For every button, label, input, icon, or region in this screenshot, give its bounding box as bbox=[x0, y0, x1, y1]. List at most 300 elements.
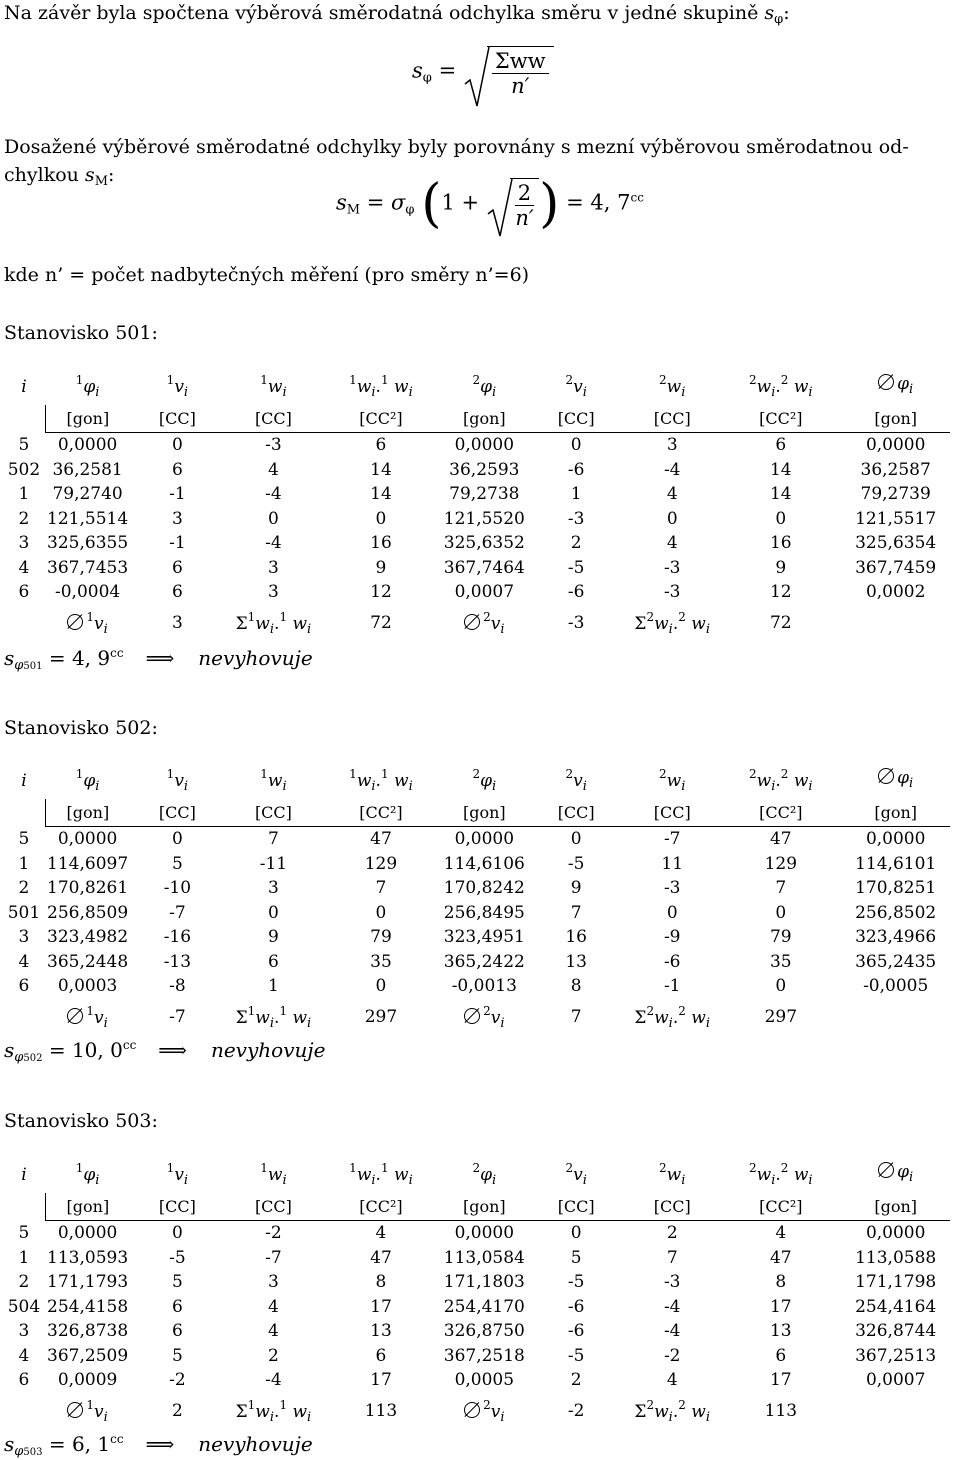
cell-col-ww1: 13 bbox=[370, 1321, 392, 1342]
cell-col-v2: -5 bbox=[567, 557, 585, 578]
cell-col-phi-mean: 79,2739 bbox=[860, 484, 931, 505]
sum-col-phi-mean bbox=[841, 605, 950, 642]
unit-col-phi2: [gon] bbox=[440, 405, 528, 433]
header-col-phi-mean: $\varphi_i$ bbox=[841, 762, 950, 799]
header-col-phi-mean: $\varphi_i$ bbox=[841, 368, 950, 405]
cell-col-ww1: 79 bbox=[370, 927, 392, 948]
cell-col-ww1: 47 bbox=[370, 829, 392, 850]
sum-col-w2: $\Sigma^2w_i.^2$ $w_i$ bbox=[634, 609, 711, 637]
cell-col-i: 502 bbox=[7, 459, 41, 480]
cell-col-i: 3 bbox=[18, 533, 30, 554]
cell-col-phi-mean: 171,1798 bbox=[855, 1272, 937, 1293]
table-row bbox=[2, 950, 950, 975]
table-row bbox=[2, 1246, 950, 1271]
cell-col-phi1: 323,4982 bbox=[47, 927, 129, 948]
cell-col-phi1: 170,8261 bbox=[47, 878, 129, 899]
cell-col-v2: 2 bbox=[570, 533, 582, 554]
cell-col-ww1: 8 bbox=[375, 1272, 387, 1293]
unit-col-ww2: [CC²] bbox=[720, 405, 841, 433]
cell-col-w1: 4 bbox=[268, 459, 279, 480]
cell-col-ww1: 17 bbox=[370, 1296, 392, 1317]
cell-col-v1: -10 bbox=[163, 878, 192, 899]
cell-col-w1: 0 bbox=[268, 902, 279, 923]
cell-col-ww2: 17 bbox=[769, 1296, 792, 1317]
cell-col-phi-mean: 114,6101 bbox=[855, 853, 937, 874]
table-row bbox=[2, 974, 950, 999]
cell-col-v1: 5 bbox=[171, 853, 183, 874]
cell-col-i: 501 bbox=[7, 902, 41, 923]
sum-col-v1: -7 bbox=[169, 1007, 186, 1027]
unit-col-v2: [CC] bbox=[528, 405, 624, 433]
cell-col-w2: 7 bbox=[666, 1247, 678, 1268]
cell-col-phi-mean: -0,0005 bbox=[863, 976, 929, 997]
table-row bbox=[2, 1344, 950, 1369]
header-col-phi1: $^1\varphi_i$ bbox=[75, 1161, 100, 1188]
sum-col-v1: 2 bbox=[171, 1401, 183, 1421]
sum-col-w2: $\Sigma^2w_i.^2$ $w_i$ bbox=[634, 1003, 711, 1031]
cell-col-phi-mean: 325,6354 bbox=[855, 533, 937, 554]
cell-col-phi-mean: 0,0000 bbox=[865, 1223, 926, 1244]
cell-col-phi-mean: 170,8251 bbox=[855, 878, 937, 899]
header-col-i: i bbox=[21, 376, 27, 397]
cell-col-ww1: 7 bbox=[375, 878, 387, 899]
cell-col-ww1: 17 bbox=[370, 1370, 392, 1391]
header-col-v1: $^1v_i$ bbox=[166, 373, 189, 400]
cell-col-phi2: 254,4170 bbox=[443, 1296, 525, 1317]
cell-col-phi1: 0,0003 bbox=[57, 976, 118, 997]
cell-col-phi1: 121,5514 bbox=[47, 508, 129, 529]
sum-row bbox=[2, 1393, 950, 1430]
table-row bbox=[2, 901, 950, 926]
sum-col-phi2: $^2v_i$ bbox=[440, 999, 528, 1036]
cell-col-v2: -3 bbox=[567, 508, 585, 529]
unit-col-v2: [CC] bbox=[528, 799, 624, 827]
cell-col-i: 4 bbox=[18, 557, 30, 578]
cell-col-v2: 8 bbox=[570, 976, 582, 997]
cell-col-ww2: 35 bbox=[769, 951, 792, 972]
cell-col-phi2: 0,0000 bbox=[454, 1223, 515, 1244]
unit-col-i bbox=[2, 1193, 46, 1221]
table-row bbox=[2, 827, 950, 852]
sum-row bbox=[2, 999, 950, 1036]
cell-col-ww2: 14 bbox=[769, 484, 792, 505]
cell-col-i: 504 bbox=[7, 1296, 41, 1317]
cell-col-v2: -6 bbox=[567, 459, 585, 480]
unit-col-phi-mean: [gon] bbox=[841, 405, 950, 433]
result-value: = 4, 9 bbox=[42, 646, 111, 670]
implies-arrow: ⟹ bbox=[145, 646, 175, 670]
cell-col-ww1: 14 bbox=[370, 459, 392, 480]
table-row bbox=[2, 482, 950, 507]
cell-col-i: 5 bbox=[18, 1223, 30, 1243]
intro-line-3: kde n’ = počet nadbytečných měření (pro směry n’=6) bbox=[4, 264, 530, 286]
cell-col-v1: -7 bbox=[169, 902, 186, 923]
cell-col-w2: 4 bbox=[666, 484, 678, 505]
intro-line-1: Na závěr byla spočtena výběrová směrodatná odchylka směru v jedné skupině $s_\varphi$: bbox=[4, 2, 790, 27]
unit-col-w1: [CC] bbox=[225, 1193, 321, 1221]
sum-col-phi2: $^2v_i$ bbox=[440, 1393, 528, 1430]
cell-col-phi1: 0,0009 bbox=[57, 1370, 118, 1391]
sum-col-phi2: $^2v_i$ bbox=[440, 605, 528, 642]
cell-col-w1: -4 bbox=[265, 533, 282, 554]
cell-col-phi1: 79,2740 bbox=[52, 484, 123, 505]
cell-col-i: 2 bbox=[18, 508, 30, 529]
cell-col-v2: -5 bbox=[567, 1272, 585, 1293]
cell-col-phi1: 0,0000 bbox=[57, 1223, 118, 1244]
cell-col-i: 1 bbox=[18, 484, 30, 505]
result-verdict: nevyhovuje bbox=[198, 1432, 313, 1456]
sum-col-phi1: $^1v_i$ bbox=[46, 1393, 130, 1430]
cell-col-v2: 16 bbox=[565, 927, 587, 948]
cell-col-v2: -6 bbox=[567, 582, 585, 603]
cell-col-phi2: 367,2518 bbox=[443, 1345, 525, 1366]
cell-col-v2: 0 bbox=[570, 435, 582, 456]
header-col-v1: $^1v_i$ bbox=[166, 767, 189, 794]
cell-col-w2: -4 bbox=[663, 1296, 681, 1317]
cell-col-phi2: 0,0005 bbox=[454, 1370, 515, 1391]
result-verdict: nevyhovuje bbox=[210, 1038, 326, 1062]
cell-col-w2: -3 bbox=[663, 557, 681, 578]
unit-col-phi1: [gon] bbox=[46, 799, 130, 827]
result-verdict: nevyhovuje bbox=[198, 646, 313, 670]
cell-col-w1: 3 bbox=[268, 557, 279, 578]
cell-col-phi-mean: 0,0002 bbox=[865, 582, 926, 603]
sum-col-ww2: 72 bbox=[769, 613, 792, 633]
cell-col-v2: 7 bbox=[570, 902, 582, 923]
sum-col-i bbox=[2, 1393, 46, 1430]
table-row bbox=[2, 507, 950, 532]
cell-col-ww2: 14 bbox=[769, 459, 792, 480]
header-col-phi2: $^2\varphi_i$ bbox=[472, 373, 497, 400]
sum-col-ww1: 113 bbox=[364, 1401, 398, 1421]
cell-col-w2: -3 bbox=[663, 582, 681, 603]
cell-col-w1: 6 bbox=[268, 951, 279, 972]
sum-col-phi-mean bbox=[841, 999, 950, 1036]
cell-col-w1: 3 bbox=[268, 878, 279, 899]
table-row bbox=[2, 531, 950, 556]
sum-col-v2: 7 bbox=[570, 1007, 582, 1027]
cell-col-v2: 1 bbox=[570, 484, 582, 505]
intro-line-2b: chylkou $s_M$: bbox=[4, 164, 115, 189]
cell-col-w2: 0 bbox=[666, 508, 678, 529]
sum-col-v2: -3 bbox=[567, 613, 585, 633]
cell-col-ww2: 13 bbox=[769, 1321, 792, 1342]
header-col-ww2: $^2w_i.^2$ $w_i$ bbox=[749, 767, 813, 794]
cell-col-ww2: 129 bbox=[764, 853, 798, 874]
cell-col-w1: 7 bbox=[268, 829, 279, 850]
header-col-w1: $^1w_i$ bbox=[260, 373, 287, 400]
cell-col-w2: 3 bbox=[666, 435, 678, 456]
header-col-w2: $^2w_i$ bbox=[659, 1161, 686, 1188]
cell-col-phi1: -0,0004 bbox=[54, 582, 121, 603]
sum-col-ww2: 113 bbox=[764, 1401, 798, 1421]
cell-col-ww2: 47 bbox=[769, 1247, 792, 1268]
table-row bbox=[2, 556, 950, 581]
table-row bbox=[2, 852, 950, 877]
header-col-i: i bbox=[21, 1164, 27, 1185]
header-col-w2: $^2w_i$ bbox=[659, 373, 686, 400]
header-col-phi1: $^1\varphi_i$ bbox=[75, 373, 100, 400]
unit-col-ww1: [CC²] bbox=[321, 1193, 440, 1221]
cell-col-phi-mean: 0,0000 bbox=[865, 435, 926, 456]
cell-col-ww1: 6 bbox=[375, 1345, 387, 1366]
cell-col-w2: -7 bbox=[663, 829, 681, 850]
unit-col-v2: [CC] bbox=[528, 1193, 624, 1221]
cell-col-phi1: 254,4158 bbox=[47, 1296, 129, 1317]
cell-col-w1: 4 bbox=[268, 1321, 279, 1342]
cell-col-i: 5 bbox=[18, 829, 30, 849]
cell-col-v1: 6 bbox=[171, 1296, 183, 1317]
sum-col-ww2: 297 bbox=[764, 1007, 798, 1027]
cell-col-i: 3 bbox=[18, 927, 30, 948]
sum-col-ww1: 297 bbox=[364, 1007, 398, 1027]
cell-col-ww2: 79 bbox=[769, 927, 792, 948]
sum-col-phi1: $^1v_i$ bbox=[46, 605, 130, 642]
header-col-ww1: $^1w_i.^1$ $w_i$ bbox=[349, 373, 413, 400]
intro-line-2a: Dosažené výběrové směrodatné odchylky byly porovnány s mezní výběrovou směrodatnou od- bbox=[4, 136, 909, 158]
cell-col-ww2: 0 bbox=[775, 508, 787, 529]
cell-col-phi2: 323,4951 bbox=[443, 927, 525, 948]
cell-col-phi2: 170,8242 bbox=[443, 878, 525, 899]
unit-col-ww2: [CC²] bbox=[720, 1193, 841, 1221]
cell-col-v2: -5 bbox=[567, 1345, 585, 1366]
cell-col-v1: -5 bbox=[169, 1247, 186, 1268]
table-row bbox=[2, 1221, 950, 1246]
sum-col-v1: 3 bbox=[171, 613, 183, 633]
cell-col-i: 4 bbox=[18, 951, 30, 972]
header-col-v2: $^2v_i$ bbox=[565, 1161, 587, 1188]
cell-col-i: 6 bbox=[18, 1370, 30, 1391]
formula-s-m: $s_M = \sigma_\varphi$ (1 + $\frac{2}{n'}$ ) = 4, $7^{cc}$ bbox=[336, 174, 644, 234]
cell-col-v2: -6 bbox=[567, 1296, 585, 1317]
cell-col-phi-mean: 367,7459 bbox=[855, 557, 937, 578]
header-col-v2: $^2v_i$ bbox=[565, 767, 587, 794]
cell-col-ww2: 8 bbox=[775, 1272, 787, 1293]
header-col-ww2: $^2w_i.^2$ $w_i$ bbox=[749, 373, 813, 400]
cell-col-ww2: 12 bbox=[769, 582, 792, 603]
cell-col-w1: 9 bbox=[268, 927, 279, 948]
sum-col-v2: -2 bbox=[567, 1401, 585, 1421]
cell-col-phi1: 367,7453 bbox=[47, 557, 129, 578]
cell-col-v1: 6 bbox=[171, 582, 183, 603]
cell-col-v1: 6 bbox=[171, 1321, 183, 1342]
sum-row bbox=[2, 605, 950, 642]
header-col-ww1: $^1w_i.^1$ $w_i$ bbox=[349, 767, 413, 794]
cell-col-ww1: 47 bbox=[370, 1247, 392, 1268]
cell-col-phi-mean: 323,4966 bbox=[855, 927, 937, 948]
sqrt-sign: $\frac{\text{Σww}}{n'}$ bbox=[463, 46, 554, 98]
sum-col-phi-mean bbox=[841, 1393, 950, 1430]
sum-col-i bbox=[2, 605, 46, 642]
sum-col-w1: $\Sigma^1w_i.^1$ $w_i$ bbox=[235, 1003, 312, 1031]
result-503: $s_{\varphi 503} = 6$, $1^{cc}$ ⟹ nevyhovuje bbox=[4, 1432, 313, 1459]
sum-col-i bbox=[2, 999, 46, 1036]
cell-col-v2: 0 bbox=[570, 829, 582, 850]
cell-col-w1: 2 bbox=[268, 1345, 279, 1366]
cell-col-i: 1 bbox=[18, 853, 30, 874]
unit-col-i bbox=[2, 799, 46, 827]
cell-col-w2: -4 bbox=[663, 459, 681, 480]
cell-col-v1: 0 bbox=[171, 829, 183, 850]
cell-col-phi2: 326,8750 bbox=[443, 1321, 525, 1342]
table-row bbox=[2, 1368, 950, 1393]
cell-col-phi2: 325,6352 bbox=[443, 533, 525, 554]
cell-col-phi1: 171,1793 bbox=[47, 1272, 129, 1293]
cell-col-v2: -6 bbox=[567, 1321, 585, 1342]
cell-col-w1: -2 bbox=[265, 1223, 282, 1244]
sum-col-phi1: $^1v_i$ bbox=[46, 999, 130, 1036]
cell-col-ww1: 0 bbox=[375, 508, 387, 529]
result-value: = 6, 1 bbox=[42, 1432, 111, 1456]
cell-col-w2: -2 bbox=[663, 1345, 681, 1366]
sum-col-w1: $\Sigma^1w_i.^1$ $w_i$ bbox=[235, 1397, 312, 1425]
cell-col-phi1: 36,2581 bbox=[52, 459, 123, 480]
cell-col-i: 6 bbox=[18, 582, 30, 603]
cell-col-ww1: 0 bbox=[375, 976, 387, 997]
header-col-i: i bbox=[21, 770, 27, 791]
cell-col-phi-mean: 113,0588 bbox=[855, 1247, 937, 1268]
unit-col-phi-mean: [gon] bbox=[841, 799, 950, 827]
cell-col-v1: -2 bbox=[169, 1370, 186, 1391]
header-col-ww1: $^1w_i.^1$ $w_i$ bbox=[349, 1161, 413, 1188]
result-501: $s_{\varphi 501} = 4$, $9^{cc}$ ⟹ nevyhovuje bbox=[4, 646, 313, 673]
cell-col-phi1: 0,0000 bbox=[57, 829, 118, 850]
header-col-phi2: $^2\varphi_i$ bbox=[472, 1161, 497, 1188]
cell-col-v2: 9 bbox=[570, 878, 582, 899]
cell-col-i: 2 bbox=[18, 1272, 30, 1293]
cell-col-phi2: 0,0000 bbox=[454, 829, 515, 850]
table-station-501 bbox=[2, 368, 950, 642]
cell-col-ww2: 17 bbox=[769, 1370, 792, 1391]
cell-col-phi1: 325,6355 bbox=[47, 533, 129, 554]
cell-col-i: 3 bbox=[18, 1321, 30, 1342]
cell-col-ww2: 9 bbox=[775, 557, 787, 578]
result-502: $s_{\varphi 502} = 10$, $0^{cc}$ ⟹ nevyhovuje bbox=[4, 1038, 326, 1065]
cell-col-w1: 4 bbox=[268, 1296, 279, 1317]
cell-col-v2: 5 bbox=[570, 1247, 582, 1268]
table-station-502 bbox=[2, 762, 950, 1036]
table-row bbox=[2, 925, 950, 950]
unit-col-w1: [CC] bbox=[225, 799, 321, 827]
header-col-v2: $^2v_i$ bbox=[565, 373, 587, 400]
header-col-w2: $^2w_i$ bbox=[659, 767, 686, 794]
cell-col-v1: 0 bbox=[171, 1223, 183, 1244]
unit-col-phi1: [gon] bbox=[46, 405, 130, 433]
cell-col-phi1: 113,0593 bbox=[47, 1247, 129, 1268]
cell-col-v1: 0 bbox=[171, 435, 183, 456]
table-row bbox=[2, 1319, 950, 1344]
station-title-503: Stanovisko 503: bbox=[4, 1110, 158, 1132]
cell-col-w2: 2 bbox=[666, 1223, 678, 1244]
cell-col-phi-mean: 367,2513 bbox=[855, 1345, 937, 1366]
sum-col-w1: $\Sigma^1w_i.^1$ $w_i$ bbox=[235, 609, 312, 637]
cell-col-phi-mean: 121,5517 bbox=[855, 508, 937, 529]
cell-col-w2: -3 bbox=[663, 1272, 681, 1293]
cell-col-ww2: 47 bbox=[769, 829, 792, 850]
cell-col-w1: 0 bbox=[268, 508, 279, 529]
cell-col-w2: -3 bbox=[663, 878, 681, 899]
cell-col-phi-mean: 36,2587 bbox=[860, 459, 931, 480]
cell-col-phi2: 367,7464 bbox=[443, 557, 525, 578]
header-col-ww2: $^2w_i.^2$ $w_i$ bbox=[749, 1161, 813, 1188]
cell-col-v1: -13 bbox=[163, 951, 192, 972]
cell-col-phi2: 0,0007 bbox=[454, 582, 515, 603]
cell-col-w1: -11 bbox=[259, 853, 288, 874]
header-col-w1: $^1w_i$ bbox=[260, 767, 287, 794]
cell-col-phi2: -0,0013 bbox=[451, 976, 517, 997]
cell-col-phi-mean: 365,2435 bbox=[855, 951, 937, 972]
cell-col-i: 2 bbox=[18, 878, 30, 899]
table-row bbox=[2, 1270, 950, 1295]
cell-col-i: 5 bbox=[18, 435, 30, 455]
unit-col-phi-mean: [gon] bbox=[841, 1193, 950, 1221]
unit-col-phi2: [gon] bbox=[440, 1193, 528, 1221]
cell-col-w2: 11 bbox=[661, 853, 684, 874]
header-col-phi2: $^2\varphi_i$ bbox=[472, 767, 497, 794]
table-row bbox=[2, 876, 950, 901]
cell-col-phi-mean: 254,4164 bbox=[855, 1296, 937, 1317]
unit-col-w1: [CC] bbox=[225, 405, 321, 433]
cell-col-ww1: 0 bbox=[375, 902, 387, 923]
cell-col-phi2: 365,2422 bbox=[443, 951, 525, 972]
unit-col-w2: [CC] bbox=[624, 799, 720, 827]
table-row bbox=[2, 458, 950, 483]
cell-col-w1: -4 bbox=[265, 1370, 282, 1391]
cell-col-v2: 13 bbox=[565, 951, 587, 972]
cell-col-ww2: 16 bbox=[769, 533, 792, 554]
cell-col-w1: -3 bbox=[265, 435, 282, 456]
cell-col-phi-mean: 0,0000 bbox=[865, 829, 926, 850]
unit-col-w2: [CC] bbox=[624, 1193, 720, 1221]
cell-col-w1: -7 bbox=[265, 1247, 282, 1268]
table-row bbox=[2, 433, 950, 458]
formula-s-phi: $s_\varphi$ = $\frac{\text{Σww}}{n'}$ bbox=[412, 46, 554, 98]
cell-col-w2: -4 bbox=[663, 1321, 681, 1342]
cell-col-w1: 3 bbox=[268, 582, 279, 603]
cell-col-phi1: 256,8509 bbox=[47, 902, 129, 923]
cell-col-w1: 1 bbox=[268, 976, 279, 997]
cell-col-v1: 5 bbox=[171, 1345, 183, 1366]
cell-col-phi1: 0,0000 bbox=[57, 435, 118, 456]
cell-col-ww2: 0 bbox=[775, 976, 787, 997]
unit-col-v1: [CC] bbox=[129, 405, 225, 433]
table-station-503 bbox=[2, 1156, 950, 1430]
cell-col-v1: -16 bbox=[163, 927, 192, 948]
result-value: = 10, 0 bbox=[42, 1038, 123, 1062]
cell-col-phi-mean: 326,8744 bbox=[855, 1321, 937, 1342]
station-title-502: Stanovisko 502: bbox=[4, 717, 158, 739]
cell-col-phi2: 114,6106 bbox=[443, 853, 525, 874]
cell-col-ww1: 4 bbox=[375, 1223, 387, 1244]
cell-col-phi2: 79,2738 bbox=[449, 484, 520, 505]
cell-col-phi1: 365,2448 bbox=[47, 951, 129, 972]
cell-col-phi-mean: 0,0007 bbox=[865, 1370, 926, 1391]
cell-col-phi1: 367,2509 bbox=[47, 1345, 129, 1366]
cell-col-ww2: 6 bbox=[775, 435, 787, 456]
unit-col-v1: [CC] bbox=[129, 799, 225, 827]
sum-col-w2: $\Sigma^2w_i.^2$ $w_i$ bbox=[634, 1397, 711, 1425]
cell-col-phi2: 36,2593 bbox=[449, 459, 520, 480]
cell-col-phi-mean: 256,8502 bbox=[855, 902, 937, 923]
sum-col-ww1: 72 bbox=[370, 613, 392, 633]
header-col-phi1: $^1\varphi_i$ bbox=[75, 767, 100, 794]
cell-col-w2: -6 bbox=[663, 951, 681, 972]
cell-col-ww1: 35 bbox=[370, 951, 392, 972]
cell-col-phi2: 121,5520 bbox=[443, 508, 525, 529]
cell-col-ww2: 7 bbox=[775, 878, 787, 899]
cell-col-v1: 5 bbox=[171, 1272, 183, 1293]
cell-col-i: 6 bbox=[18, 976, 30, 997]
